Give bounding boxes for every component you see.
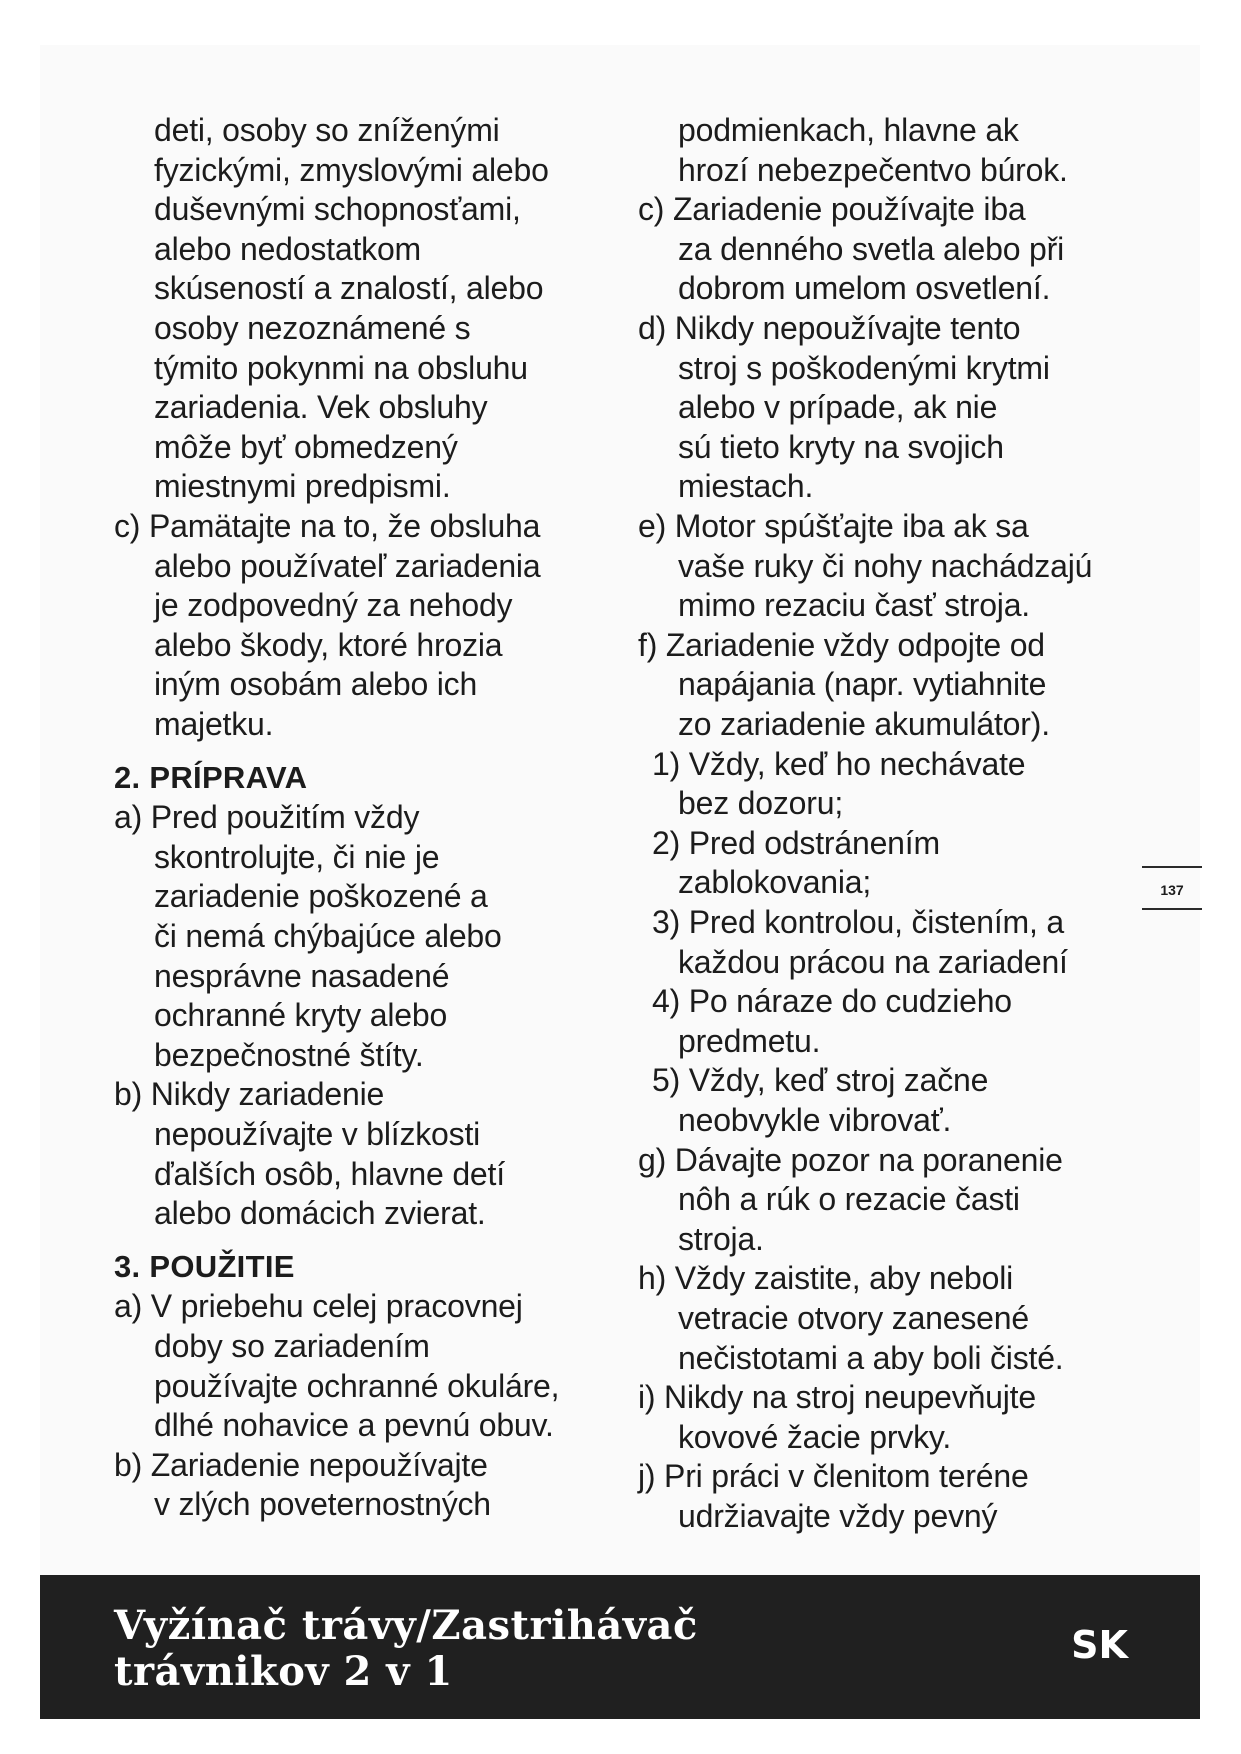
title-line-1: Vyžínač trávy/Zastrihávač [114, 1602, 698, 1649]
text-line: podmienkach, hlavne ak [678, 112, 1019, 148]
text-line: 4) Po náraze do cudzieho [652, 983, 1012, 1020]
text-line: doby so zariadením [154, 1328, 430, 1364]
text-line: zariadenia. Vek obsluhy [154, 389, 488, 426]
text-line: c) Zariadenie používajte iba [638, 191, 1026, 228]
title-line-2: trávnikov 2 v 1 [114, 1648, 453, 1695]
text-line: a) Pred použitím vždy [114, 799, 420, 836]
text-line: i) Nikdy na stroj neupevňujte [638, 1379, 1036, 1416]
text-line: deti, osoby so zníženými [154, 112, 500, 148]
text-line: alebo nedostatkom [154, 230, 422, 267]
text-line: používajte ochranné okuláre, [154, 1367, 560, 1404]
text-line: napájania (napr. vytiahnite [678, 666, 1047, 703]
text-line: neobvykle vibrovať. [678, 1102, 952, 1138]
text-line: skontrolujte, či nie je [154, 838, 440, 875]
text-line: zariadenie poškozené a [154, 878, 488, 915]
text-line: predmetu. [678, 1022, 821, 1059]
text-line: mimo rezaciu časť stroja. [678, 587, 1030, 624]
section-heading: 3. POUŽITIE [114, 1248, 295, 1284]
text-line: ochranné kryty alebo [154, 997, 448, 1034]
text-line: nôh a rúk o rezacie časti [678, 1181, 1020, 1218]
text-line: g) Dávajte pozor na poranenie [638, 1141, 1063, 1178]
text-line: hrozí nebezpečentvo búrok. [678, 151, 1068, 188]
text-line: c) Pamätajte na to, že obsluha [114, 508, 541, 544]
text-line: zablokovania; [678, 864, 872, 901]
text-line: bez dozoru; [678, 785, 844, 822]
text-line: udržiavajte vždy pevný [678, 1498, 998, 1534]
section-heading: 2. PRÍPRAVA [114, 759, 308, 795]
text-line: vetracie otvory zanesené [678, 1300, 1029, 1336]
text-line: ďalších osôb, hlavne detí [154, 1155, 505, 1192]
footer-bar [40, 1575, 1200, 1719]
text-line: každou prácou na zariadení [678, 943, 1068, 980]
text-line: alebo škody, ktoré hrozia [154, 626, 503, 663]
text-line: 3) Pred kontrolou, čistením, a [652, 904, 1064, 940]
text-line: skúseností a znalostí, alebo [154, 270, 544, 307]
text-line: miestach. [678, 468, 814, 505]
text-line: dlhé nohavice a pevnú obuv. [154, 1407, 554, 1444]
text-line: iným osobám alebo ich [154, 666, 478, 703]
text-line: kovové žacie prvky. [678, 1418, 952, 1455]
text-line: fyzickými, zmyslovými alebo [154, 151, 549, 188]
text-line: stroja. [678, 1220, 764, 1257]
text-line: môže byť obmedzený [154, 428, 458, 465]
text-line: osoby nezoznámené s [154, 310, 471, 346]
text-line: e) Motor spúšťajte iba ak sa [638, 508, 1029, 544]
text-line: v zlých poveternostných [154, 1486, 491, 1523]
page-tab-top-rule [1142, 866, 1202, 868]
language-code: SK [1071, 1623, 1128, 1667]
page-number: 137 [1160, 882, 1184, 898]
text-line: h) Vždy zaistite, aby neboli [638, 1260, 1014, 1297]
text-line: bezpečnostné štíty. [154, 1036, 424, 1073]
text-line: nesprávne nasadené [154, 957, 450, 994]
text-line: či nemá chýbajúce alebo [154, 918, 502, 954]
text-line: za denného svetla alebo při [678, 230, 1064, 267]
text-line: duševnými schopnosťami, [154, 191, 521, 228]
text-line: miestnymi predpismi. [154, 468, 451, 505]
page-tab-bottom-rule [1142, 908, 1202, 910]
text-line: dobrom umelom osvetlení. [678, 270, 1051, 307]
text-line: 5) Vždy, keď stroj začne [652, 1062, 989, 1099]
document-title [114, 1603, 698, 1695]
text-line: alebo v prípade, ak nie [678, 389, 998, 426]
text-line: alebo domácich zvierat. [154, 1195, 486, 1232]
text-line: 1) Vždy, keď ho nechávate [652, 745, 1026, 782]
text-line: stroj s poškodenými krytmi [678, 349, 1050, 386]
text-line: f) Zariadenie vždy odpojte od [638, 626, 1045, 663]
text-line: je zodpovedný za nehody [154, 587, 513, 624]
text-line: 2) Pred odstránením [652, 824, 940, 861]
text-line: nepoužívajte v blízkosti [154, 1116, 481, 1152]
text-line: nečistotami a aby boli čisté. [678, 1339, 1064, 1376]
text-line: j) Pri práci v členitom teréne [638, 1458, 1029, 1495]
text-line: b) Nikdy zariadenie [114, 1076, 385, 1113]
text-line: vaše ruky či nohy nachádzajú [678, 547, 1093, 584]
text-line: sú tieto kryty na svojich [678, 428, 1004, 465]
text-line: d) Nikdy nepoužívajte tento [638, 310, 1021, 346]
text-line: zo zariadenie akumulátor). [678, 706, 1050, 742]
text-line: týmito pokynmi na obsluhu [154, 349, 528, 386]
text-line: a) V priebehu celej pracovnej [114, 1288, 523, 1325]
text-line: b) Zariadenie nepoužívajte [114, 1446, 488, 1483]
text-line: majetku. [154, 706, 274, 742]
text-line: alebo používateľ zariadenia [154, 547, 541, 584]
